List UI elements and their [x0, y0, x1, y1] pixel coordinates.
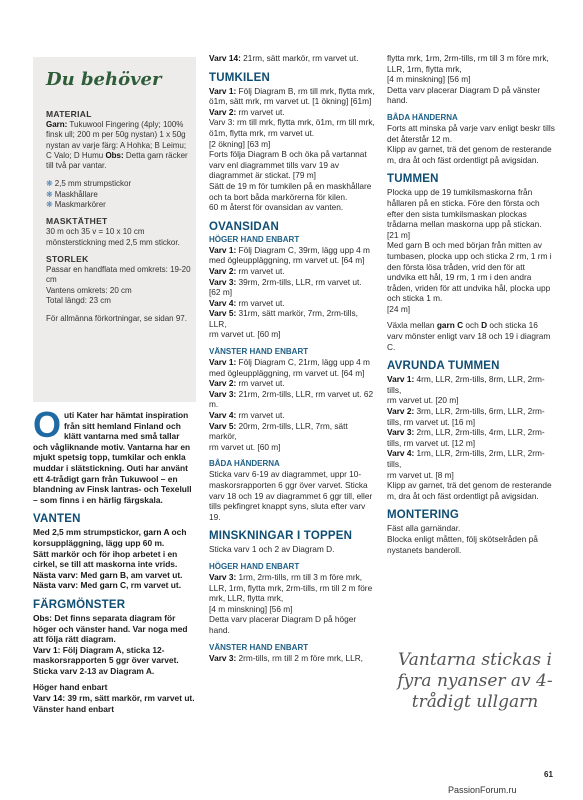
right-hand-subheading-2: HÖGER HAND ENBART — [209, 561, 300, 571]
gauge-text: 30 m och 35 v = 10 x 10 cm mönsterstickning med 2,5 mm stickor. — [46, 227, 180, 247]
avrunda-heading: AVRUNDA TUMMEN — [387, 360, 500, 373]
size-heading: STORLEK — [46, 253, 89, 264]
fargmonster-heading: FÄRGMÖNSTER — [33, 598, 126, 611]
size-line: Vantens omkrets: 20 cm — [46, 285, 132, 295]
page-number: 61 — [544, 770, 553, 779]
material-text: Garn: Tukuwool Fingering (4ply; 100% finsk ull; 200 m per 50g nystan) 1 x 50g nystan av varje färg: A Hohka; B Leimu; C Valo; D Humu Obs: Detta garn räcker till två par vantar. — [46, 120, 188, 171]
pull-quote: Vantarna stickas i fyra nyanser av 4-trådigt ullgarn — [397, 650, 553, 712]
column-3: flytta mrk, 1rm, 2rm-tills, rm till 3 m före mrk, LLR, 1rm, flytta mrk, [4 m minskning] [56 m] Detta varv placerar Diagram D på vänster hand. BÅDA HÄNDERNA Forts att minska på varje varv enligt beskr tills det återstår 12 m. Klipp av garnet, trä det genom de resterande m, dra åt och fäst ordentligt på avigsidan. TUMMEN Plocka upp de 19 tumkilsmaskorna från hållaren på en sticka. Före den första och efter den sista tumkilsmaskan plockas trådarna mellan maskorna upp på stickan. [21 m] Med garn B och med början från mitten av tumbasen, plocka upp och sticka 2 rm, 1 rm i den första lösa tråden, vrid den för att undvika ett hål, 19 rm, 1 rm i den andra tråden, vriden för att undvika hål, plocka upp och sticka 1 m. [24 m] Växla mellan garn C och D och sticka 16 varv mönster enligt varv 18 och 19 i diagram C. AVRUNDA TUMMEN Varv 1: 4rm, LLR, 2rm-tills, 8rm, LLR, 2rm-tills, rm varvet ut. [20 m] Varv 2: 3rm, LLR, 2rm-tills, 6rm, LLR, 2rm-tills, rm varvet ut. [16 m] Varv 3: 2rm, LLR, 2rm-tills, 4rm, LLR, 2rm-tills, rm varvet ut. [12 m] Varv 4: 1rm, LLR, 2rm-tills, 2rm, LLR, 2rm-tills, rm varvet ut. [8 m] Klipp av garnet, trä det genom de resterande m, dra åt och fäst ordentligt på avigsidan. MONTERING Fäst alla garnändar. Blocka enligt måtten, följ skötselråden på nystanets banderoll. — [387, 53, 555, 555]
tumkilen-heading: TUMKILEN — [209, 71, 271, 84]
abbrev-text: För allmänna förkortningar, se sidan 97. — [46, 314, 187, 324]
left-hand-subheading-2: VÄNSTER HAND ENBART — [209, 642, 309, 652]
material-heading: MATERIAL — [46, 109, 92, 119]
bullet-icon: ❋ — [46, 189, 53, 199]
drop-cap: O — [33, 404, 62, 445]
tool-item: ❋ Maskmarkörer — [46, 200, 106, 210]
materials-box — [33, 57, 196, 402]
left-hand-subheading: VÄNSTER HAND ENBART — [209, 347, 309, 357]
tool-item: ❋ 2,5 mm strumpstickor — [46, 179, 132, 189]
column-1: Outi Kater har hämtat inspiration från sitt hemland Finland och klätt vantarna med små tallar och vågliknande motiv. Vantarna har en mjukt spetsig topp, tumkilar och enkla muddar i slätstickning. Outi har använt ett 4-trådigt garn från Tukuwool – en blandning av Finsk lantras- och Texelull – som finns i en härlig färgskala. VANTEN Med 2,5 mm strumpstickor, garn A och korsuppläggning, lägg upp 60 m. Sätt markör och för ihop arbetet i en cirkel, se till att maskorna inte vrids. Nästa varv: Med garn B, am varvet ut. Nästa varv: Med garn C, rm varvet ut. FÄRGMÖNSTER Obs: Det finns separata diagram för höger och vänster hand. Var noga med att följa rätt diagram. Varv 1: Följ Diagram A, sticka 12-maskorsrapporten 5 ggr över varvet. Sticka varv 2-13 av Diagram A. Höger hand enbart Varv 14: 39 rm, sätt markör, rm varvet ut. Vänster hand enbart — [33, 404, 195, 714]
bullet-icon: ❋ — [46, 179, 53, 189]
tool-item: ❋ Maskhållare — [46, 189, 98, 199]
size-line: Total längd: 23 cm — [46, 295, 111, 305]
ovansidan-heading: OVANSIDAN — [209, 220, 279, 233]
box-title: Du behöver — [46, 69, 162, 90]
intro-text: Outi Kater har hämtat inspiration från sitt hemland Finland och klätt vantarna med små tallar och vågliknande motiv. Vantarna har en mjukt spetsig topp, tumkilar och enkla muddar i slätstickning. Outi har använt ett 4-trådigt garn från Tukuwool – en blandning av Finsk lantras- och Texelull – som finns i en härlig färgskala. — [33, 404, 192, 505]
bullet-icon: ❋ — [46, 200, 53, 210]
both-hands-subheading-2: BÅDA HÄNDERNA — [387, 112, 458, 122]
watermark: PassionForum.ru — [448, 785, 517, 795]
both-hands-subheading: BÅDA HÄNDERNA — [209, 459, 280, 469]
montering-heading: MONTERING — [387, 509, 460, 522]
gauge-heading: MASKTÄTHET — [46, 216, 108, 227]
minskningar-heading: MINSKNINGAR I TOPPEN — [209, 530, 353, 543]
right-hand-subheading: HÖGER HAND ENBART — [209, 234, 300, 244]
vanten-heading: VANTEN — [33, 513, 81, 526]
column-2: Varv 14: 21rm, sätt markör, rm varvet ut. TUMKILEN Varv 1: Följ Diagram B, rm till mrk, flytta mrk, ö1m, sätt mrk, rm varvet ut. [1 ökning] [61m] Varv 2: rm varvet ut. Varv 3: rm till mrk, flytta mrk, ö1m, rm till mrk, ö1m, flytta mrk, rm varvet ut. [2 ökning] [63 m] Forts följa Diagram B och öka på vartannat varv enl diagrammet tills varv 19 av diagrammet är stickat. [79 m] Sätt de 19 m för tumkilen på en maskhållare och ta bort båda markörerna för kilen. 60 m återst för ovansidan av vanten. OVANSIDAN HÖGER HAND ENBART Varv 1: Följ Diagram C, 39rm, lägg upp 4 m med ögleuppläggning, rm varvet ut. [64 m] Varv 2: rm varvet ut. Varv 3: 39rm, 2rm-tills, LLR, rm varvet ut. [62 m] Varv 4: rm varvet ut. Varv 5: 31rm, sätt markör, 7rm, 2rm-tills, LLR, rm varvet ut. [60 m] VÄNSTER HAND ENBART Varv 1: Följ Diagram C, 21rm, lägg upp 4 m med ögleuppläggning, rm varvet ut. [64 m] Varv 2: rm varvet ut. Varv 3: 21rm, 2rm-tills, LLR, rm varvet ut. 62 m. Varv 4: rm varvet ut. Varv 5: 20rm, 2rm-tills, LLR, 7rm, sätt markör, rm varvet ut. [60 m] BÅDA HÄNDERNA Sticka varv 6-19 av diagrammet, uppr 10-maskorsrapporten 6 ggr över varvet. Sticka varv 18 och 19 av diagrammet 6 ggr till, eller tills pekfingret knappt syns, sluta efter varv 19. MINSKNINGAR I TOPPEN Sticka varv 1 och 2 av Diagram D. HÖGER HAND ENBART Varv 3: 1rm, 2rm-tills, rm till 3 m före mrk, LLR, 1rm, flytta mrk, 2rm-tills, rm till 2 m före mrk, LLR, flytta mrk, [4 m minskning] [56 m] Detta varv placerar Diagram D på höger hand. VÄNSTER HAND ENBART Varv 3: 2rm-tills, rm till 2 m före mrk, LLR, — [209, 53, 375, 663]
size-line: Passar en handflata med omkrets: 19-20 cm — [46, 264, 191, 285]
tummen-heading: TUMMEN — [387, 173, 439, 186]
